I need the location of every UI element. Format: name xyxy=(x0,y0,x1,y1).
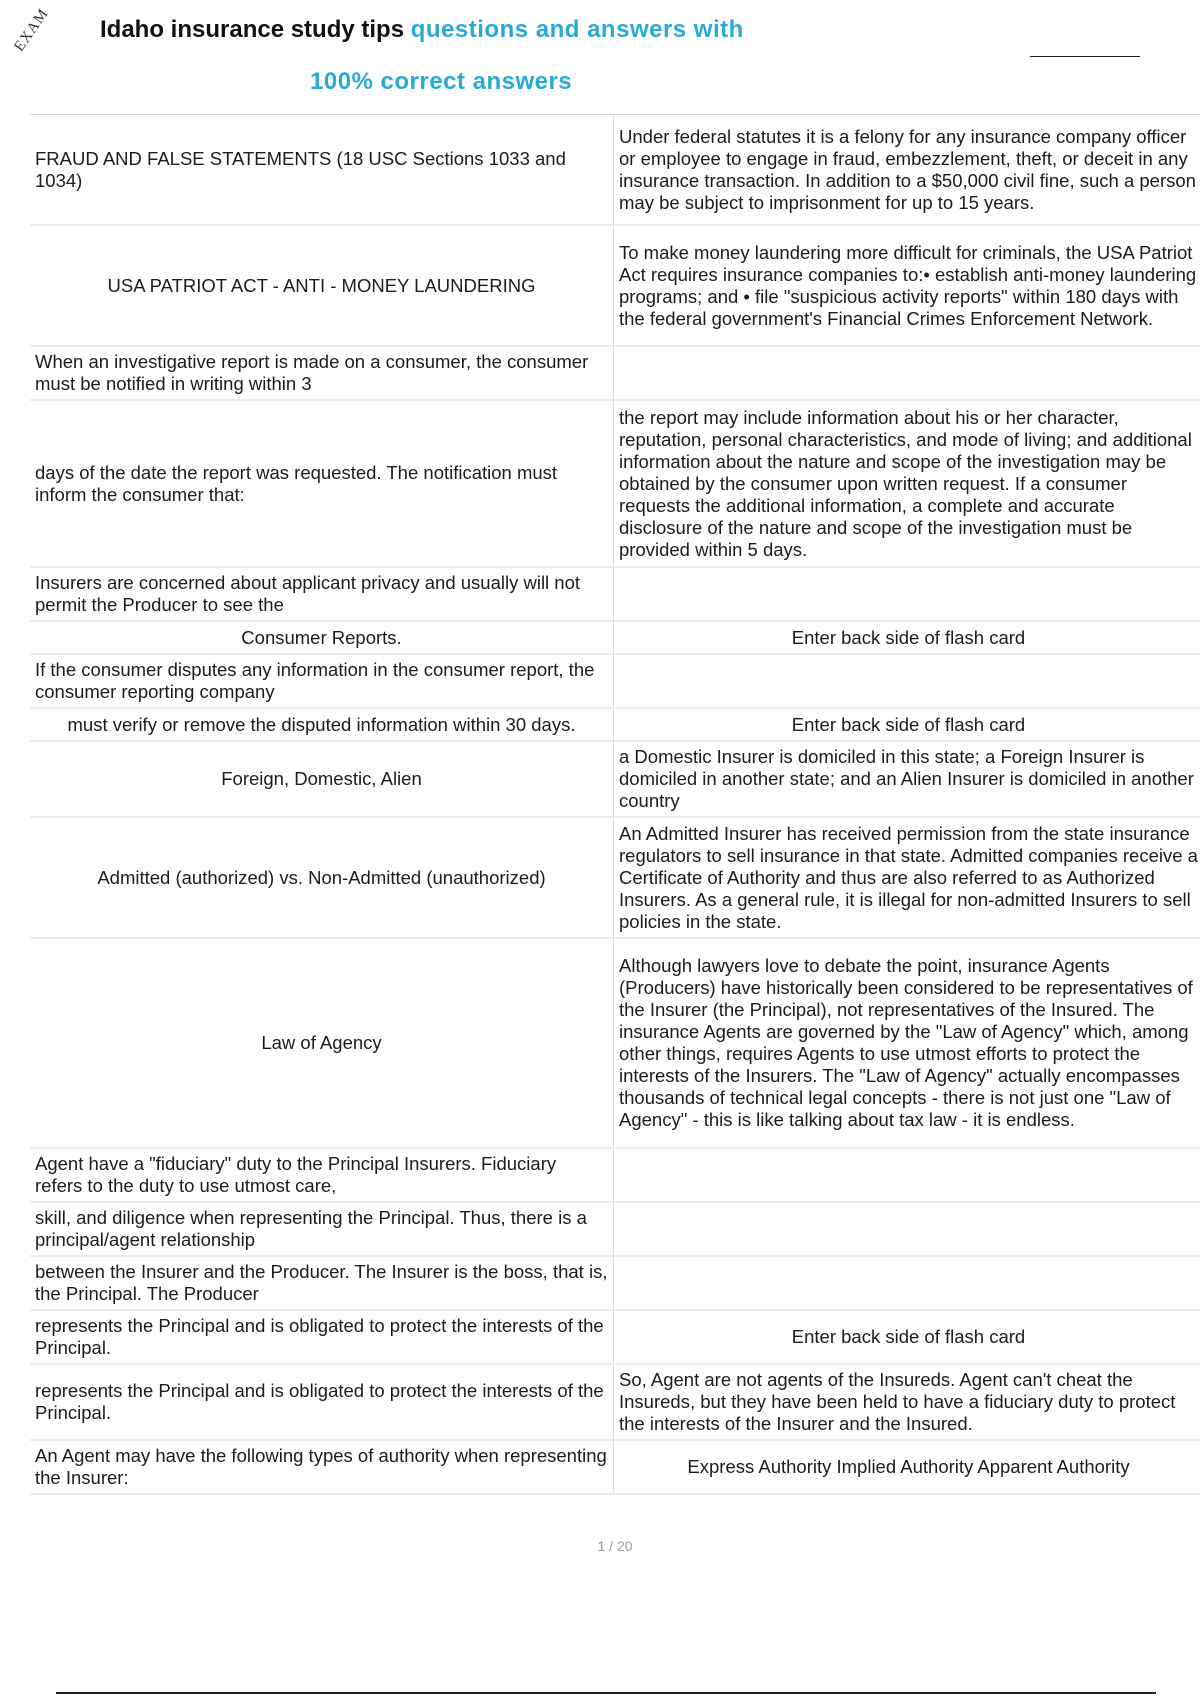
answer-cell: Under federal statutes it is a felony for any insurance company officer or employee to engage in fraud, embezzlement, theft, or deceit in any insurance transaction. In addition to a $50,000 civil fine, such a person may be subject to imprisonment for up to 15 years. xyxy=(614,115,1200,225)
question-cell: Foreign, Domestic, Alien xyxy=(30,741,614,817)
question-cell: USA PATRIOT ACT - ANTI - MONEY LAUNDERING xyxy=(30,225,614,346)
table-row xyxy=(30,225,1200,346)
table-row xyxy=(30,567,1200,621)
table-row xyxy=(30,621,1200,654)
table-row xyxy=(30,115,1200,225)
answer-cell: Express Authority Implied Authority Apparent Authority xyxy=(614,1440,1200,1494)
question-cell: If the consumer disputes any information in the consumer report, the consumer reporting company xyxy=(30,654,614,708)
question-cell: represents the Principal and is obligated to protect the interests of the Principal. xyxy=(30,1310,614,1364)
footer-rule xyxy=(56,1692,1156,1694)
table-row xyxy=(30,817,1200,938)
question-cell: skill, and diligence when representing the Principal. Thus, there is a principal/agent relationship xyxy=(30,1202,614,1256)
page-number: 1 / 20 xyxy=(597,1538,633,1554)
question-cell: Agent have a "fiduciary" duty to the Principal Insurers. Fiduciary refers to the duty to use utmost care, xyxy=(30,1148,614,1202)
question-cell: must verify or remove the disputed information within 30 days. xyxy=(30,708,614,741)
answer-cell: An Admitted Insurer has received permission from the state insurance regulators to sell insurance in that state. Admitted companies receive a Certificate of Authority and thus are also referred to as Authorized Insurers. As a general rule, it is illegal for non-admitted Insurers to sell policies in the state. xyxy=(614,817,1200,938)
table-row xyxy=(30,1256,1200,1310)
page-subtitle xyxy=(310,68,572,96)
answer-cell xyxy=(614,1148,1200,1202)
header-rule xyxy=(1030,56,1140,57)
question-cell: Insurers are concerned about applicant privacy and usually will not permit the Producer to see the xyxy=(30,567,614,621)
question-cell: An Agent may have the following types of authority when representing the Insurer: xyxy=(30,1440,614,1494)
question-cell: days of the date the report was requested. The notification must inform the consumer that: xyxy=(30,400,614,567)
table-row xyxy=(30,1202,1200,1256)
title-highlight-1: questions and answers with xyxy=(410,16,744,43)
table-row xyxy=(30,938,1200,1148)
table-row xyxy=(30,400,1200,567)
title-prefix: Idaho insurance study tips xyxy=(100,16,405,43)
answer-cell xyxy=(614,1256,1200,1310)
question-cell: between the Insurer and the Producer. The Insurer is the boss, that is, the Principal. The Producer xyxy=(30,1256,614,1310)
answer-cell xyxy=(614,1202,1200,1256)
exam-stamp: EXAM xyxy=(11,5,53,55)
answer-cell: Although lawyers love to debate the point, insurance Agents (Producers) have historically been considered to be representatives of the Insurer (the Principal), not representatives of the Insured. The insurance Agents are governed by the "Law of Agency" which, among other things, requires Agents to use utmost efforts to protect the interests of the Insurers. The "Law of Agency" actually encompasses thousands of technical legal concepts - there is not just one "Law of Agency" - this is like talking about tax law - it is endless. xyxy=(614,938,1200,1148)
answer-cell xyxy=(614,654,1200,708)
page-title xyxy=(100,16,744,44)
table-row xyxy=(30,346,1200,400)
table-row xyxy=(30,654,1200,708)
answer-cell xyxy=(614,346,1200,400)
question-cell: When an investigative report is made on a consumer, the consumer must be notified in writing within 3 xyxy=(30,346,614,400)
answer-cell: Enter back side of flash card xyxy=(614,708,1200,741)
table-row xyxy=(30,1440,1200,1494)
answer-cell: So, Agent are not agents of the Insureds. Agent can't cheat the Insureds, but they have been held to have a fiduciary duty to protect the interests of the Insurer and the Insured. xyxy=(614,1364,1200,1440)
answer-cell: Enter back side of flash card xyxy=(614,621,1200,654)
table-row xyxy=(30,708,1200,741)
answer-cell xyxy=(614,567,1200,621)
answer-cell: a Domestic Insurer is domiciled in this state; a Foreign Insurer is domiciled in another state; and an Alien Insurer is domiciled in another country xyxy=(614,741,1200,817)
answer-cell: the report may include information about his or her character, reputation, personal characteristics, and mode of living; and additional information about the nature and scope of the investigation may be obtained by the consumer upon written request. If a consumer requests the additional information, a complete and accurate disclosure of the nature and scope of the investigation must be provided within 5 days. xyxy=(614,400,1200,567)
table-row xyxy=(30,1148,1200,1202)
table-row xyxy=(30,1364,1200,1440)
question-cell: Admitted (authorized) vs. Non-Admitted (unauthorized) xyxy=(30,817,614,938)
answer-cell: To make money laundering more difficult for criminals, the USA Patriot Act requires insurance companies to:• establish anti-money laundering programs; and • file "suspicious activity reports" within 180 days with the federal government's Financial Crimes Enforcement Network. xyxy=(614,225,1200,346)
flashcard-table xyxy=(30,114,1200,1495)
title-highlight-2: 100% correct answers xyxy=(310,68,573,95)
question-cell: represents the Principal and is obligated to protect the interests of the Principal. xyxy=(30,1364,614,1440)
question-cell: Law of Agency xyxy=(30,938,614,1148)
table-row xyxy=(30,741,1200,817)
answer-cell: Enter back side of flash card xyxy=(614,1310,1200,1364)
question-cell: Consumer Reports. xyxy=(30,621,614,654)
table-row xyxy=(30,1310,1200,1364)
question-cell: FRAUD AND FALSE STATEMENTS (18 USC Sections 1033 and 1034) xyxy=(30,115,614,225)
